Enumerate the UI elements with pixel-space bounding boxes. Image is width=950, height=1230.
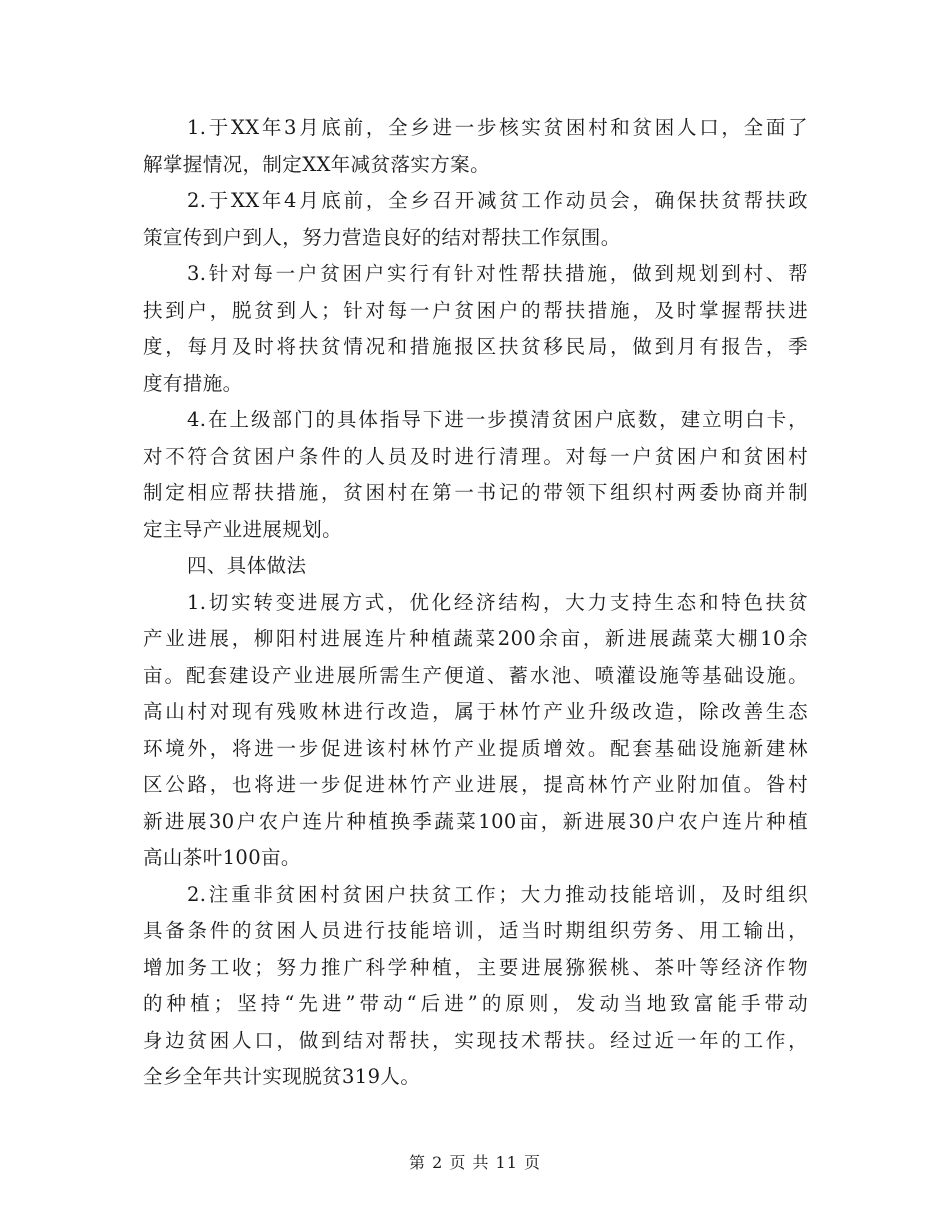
text-line: 高山茶叶100亩。: [143, 846, 301, 869]
text-line: 策宣传到户到人，努力营造良好的结对帮扶工作氛围。: [143, 225, 621, 249]
text-line: 3.针对每一户贫困户实行有针对性帮扶措施，做到规划到村、帮: [187, 262, 808, 285]
paragraph-5: [143, 585, 808, 877]
text-line: 环境外，将进一步促进该村林竹产业提质增效。配套基础设施新建林: [143, 736, 808, 760]
text-line: 区公路，也将进一步促进林竹产业进展，提高林竹产业附加值。昝村: [143, 773, 808, 796]
text-line: 制定相应帮扶措施，贫困村在第一书记的带领下组织村两委协商并制: [143, 481, 808, 504]
section-heading-text: 四、具体做法: [187, 554, 307, 577]
paragraph-1: [143, 110, 808, 183]
page-number-footer: 第 2 页 共 11 页: [409, 1153, 541, 1172]
text-line: 4.在上级部门的具体指导下进一步摸清贫困户底数，建立明白卡，: [187, 408, 808, 431]
text-line: 扶到户，脱贫到人；针对每一户贫困户的帮扶措施，及时掌握帮扶进: [143, 298, 808, 322]
text-line: 2.注重非贫困村贫困户扶贫工作；大力推动技能培训，及时组织: [187, 882, 808, 906]
text-line: 全乡全年共计实现脱贫319人。: [143, 1065, 421, 1088]
paragraph-2: [143, 183, 808, 256]
text-line: 的种植；坚持“先进”带动“后进”的原则，发动当地致富能手带动: [143, 992, 808, 1015]
text-line: 1.于XX年3月底前，全乡进一步核实贫困村和贫困人口，全面了: [187, 116, 808, 139]
text-line: 定主导产业进展规划。: [143, 517, 343, 541]
text-line: 度，每月及时将扶贫情况和措施报区扶贫移民局，做到月有报告，季: [143, 335, 808, 358]
text-line: 解掌握情况，制定XX年减贫落实方案。: [143, 152, 490, 176]
text-line: 1.切实转变进展方式，优化经济结构，大力支持生态和特色扶贫: [187, 590, 808, 614]
text-line: 2.于XX年4月底前，全乡召开减贫工作动员会，确保扶贫帮扶政: [187, 189, 808, 212]
text-line: 对不符合贫困户条件的人员及时进行清理。对每一户贫困户和贫困村: [143, 444, 808, 468]
paragraph-4: [143, 402, 808, 548]
text-line: 产业进展，柳阳村进展连片种植蔬菜200余亩，新进展蔬菜大棚10余: [143, 627, 808, 650]
text-line: 度有措施。: [143, 371, 243, 395]
text-line: 增加务工收；努力推广科学种植，主要进展猕猴桃、茶叶等经济作物: [143, 955, 808, 979]
paragraph-6: [143, 877, 808, 1096]
text-line: 新进展30户农户连片种植换季蔬菜100亩，新进展30户农户连片种植: [143, 809, 808, 833]
text-line: 亩。配套建设产业进展所需生产便道、蓄水池、喷灌设施等基础设施。: [143, 663, 808, 687]
document-body: [143, 110, 808, 1096]
text-line: 高山村对现有残败林进行改造，属于林竹产业升级改造，除改善生态: [143, 700, 808, 723]
section-heading: [143, 548, 808, 585]
text-line: 身边贫困人口，做到结对帮扶，实现技术帮扶。经过近一年的工作，: [143, 1028, 808, 1052]
paragraph-3: [143, 256, 808, 402]
text-line: 具备条件的贫困人员进行技能培训，适当时期组织劳务、用工输出，: [143, 919, 808, 942]
